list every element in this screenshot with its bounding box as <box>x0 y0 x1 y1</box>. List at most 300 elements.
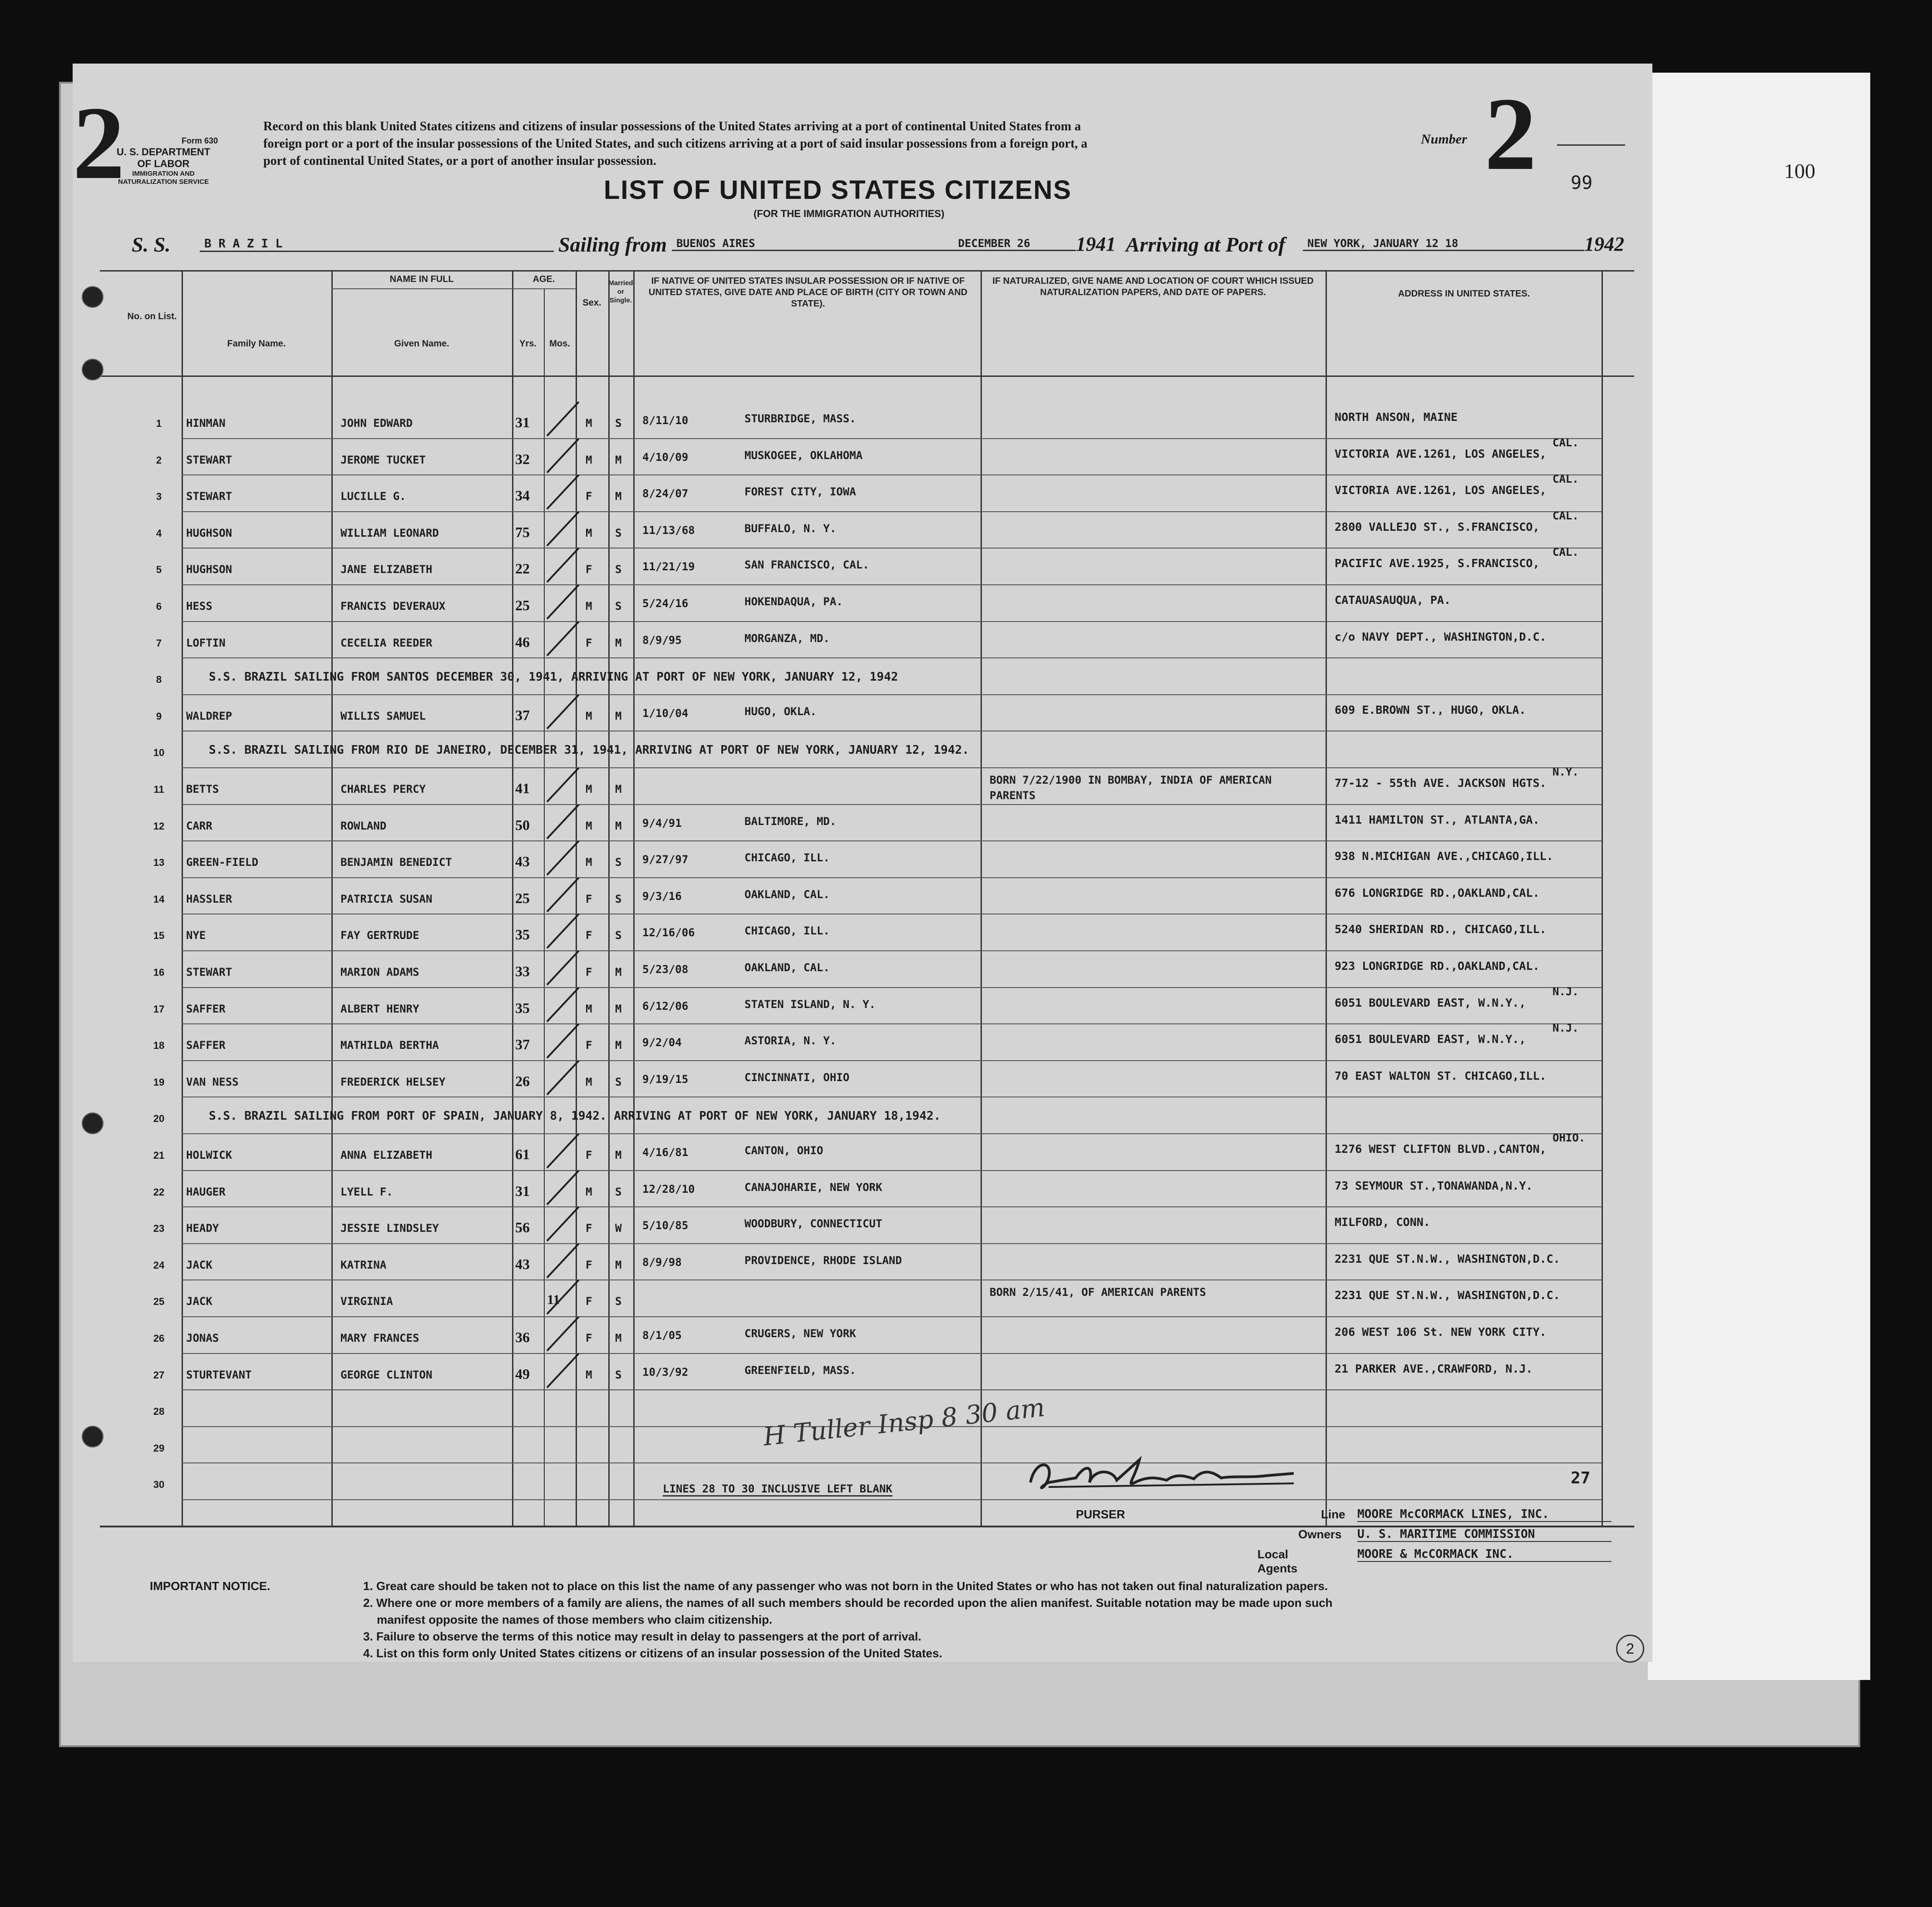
family-name: HUGHSON <box>186 526 232 539</box>
table-row <box>100 1131 1634 1173</box>
agents-label: Local Agents <box>1257 1547 1298 1575</box>
table-row <box>100 509 1634 551</box>
birth-place: STATEN ISLAND, N. Y. <box>744 998 876 1011</box>
notice-item: manifest opposite the names of those members who claim citizenship. <box>377 1612 773 1626</box>
given-name: PATRICIA SUSAN <box>340 892 433 905</box>
row-number: 13 <box>153 857 165 869</box>
separator-row <box>100 1099 1634 1136</box>
row-number: 1 <box>156 418 162 429</box>
given-name: FRANCIS DEVERAUX <box>340 600 446 613</box>
age-years: 32 <box>515 450 530 467</box>
col-header-yrs: Yrs. <box>519 339 537 349</box>
adjacent-page-number: 100 <box>1784 159 1815 183</box>
address: 206 WEST 106 St. NEW YORK CITY. <box>1335 1325 1547 1339</box>
owners-label: Owners <box>1298 1527 1342 1541</box>
row-number: 11 <box>153 784 164 795</box>
birth-date: 8/11/10 <box>642 414 689 427</box>
arriving-label: Arriving at Port of <box>1126 233 1286 256</box>
birth-date: 9/2/04 <box>642 1036 682 1049</box>
row-number: 14 <box>153 893 165 905</box>
table-row <box>100 1246 1634 1283</box>
punch-hole <box>82 1426 104 1448</box>
passenger-count: 27 <box>1571 1469 1591 1487</box>
birth-date: 11/21/19 <box>642 560 695 573</box>
age-years: 31 <box>515 1182 530 1199</box>
check-mark-icon <box>542 692 583 733</box>
page-title: LIST OF UNITED STATES CITIZENS <box>604 175 1072 205</box>
family-name: HASSLER <box>186 892 232 905</box>
sailing-port: BUENOS AIRES <box>672 237 917 251</box>
family-name: JACK <box>186 1258 212 1271</box>
birth-place: CRUGERS, NEW YORK <box>744 1327 856 1340</box>
row-number: 7 <box>156 637 162 649</box>
check-mark-icon <box>542 473 583 514</box>
given-name: LUCILLE G. <box>340 490 406 503</box>
check-mark-icon <box>542 509 583 550</box>
line-label: Line <box>1321 1507 1346 1521</box>
birth-date: 4/10/09 <box>642 450 689 464</box>
age-years: 35 <box>515 926 530 943</box>
purser-signature <box>1021 1451 1312 1505</box>
given-name: CHARLES PERCY <box>340 783 426 795</box>
family-name: HOLWICK <box>186 1149 232 1161</box>
marital-status: M <box>615 453 622 466</box>
age-years: 37 <box>515 706 530 723</box>
notice-item: 3. Failure to observe the terms of this notice may result in delay to passengers at the port of arrival. <box>363 1629 922 1643</box>
sex: F <box>586 636 592 649</box>
row-number: 25 <box>153 1296 165 1308</box>
family-name: HESS <box>186 600 212 613</box>
given-name: CECELIA REEDER <box>340 636 433 649</box>
sex: F <box>586 966 592 978</box>
marital-status: S <box>615 929 622 942</box>
sex: M <box>586 1002 592 1015</box>
row-number: 2 <box>156 454 162 466</box>
sex: M <box>586 856 592 869</box>
table-row <box>100 843 1634 880</box>
list-number: 2 <box>1484 76 1537 192</box>
check-mark-icon <box>542 546 583 587</box>
row-number: 27 <box>153 1369 165 1381</box>
notice-heading: IMPORTANT NOTICE. <box>150 1579 271 1593</box>
address: 609 E.BROWN ST., HUGO, OKLA. <box>1335 703 1526 716</box>
punch-hole <box>82 1112 104 1134</box>
sailing-year: 1941 <box>1076 233 1116 255</box>
birth-place: MUSKOGEE, OKLAHOMA <box>744 449 863 462</box>
table-row <box>100 985 1634 1027</box>
given-name: LYELL F. <box>340 1185 393 1198</box>
marital-status: S <box>615 526 622 539</box>
table-row <box>100 1063 1634 1100</box>
marital-status: S <box>615 856 622 869</box>
family-name: SAFFER <box>186 1039 226 1052</box>
blank-lines-note: LINES 28 TO 30 INCLUSIVE LEFT BLANK <box>663 1482 892 1497</box>
marital-status: M <box>615 490 622 503</box>
form-big-number: 2 <box>73 85 125 201</box>
given-name: MARION ADAMS <box>340 966 419 978</box>
birth-place: STURBRIDGE, MASS. <box>744 412 856 425</box>
check-mark-icon <box>542 1351 583 1392</box>
table-row <box>100 546 1634 587</box>
record-line-2: foreign port or a port of the insular possessions of the United States, and such citizens arriving at a port of said insular possessions from a foreign port, a <box>263 136 1088 151</box>
ship-name: B R A Z I L <box>200 237 554 252</box>
voyage-line <box>132 232 1630 264</box>
given-name: GEORGE CLINTON <box>340 1368 433 1381</box>
row-number: 20 <box>153 1113 165 1125</box>
marital-status: S <box>615 417 622 430</box>
marital-status: S <box>615 1295 622 1308</box>
row-number: 15 <box>153 930 165 942</box>
record-line-1: Record on this blank United States citizens and citizens of insular possessions of the United States arriving at a port of continental United States from a <box>263 119 1081 133</box>
family-name: WALDREP <box>186 709 232 722</box>
age-years: 41 <box>515 780 530 796</box>
table-row <box>100 807 1634 844</box>
address: 1276 WEST CLIFTON BLVD.,CANTON, <box>1335 1142 1547 1156</box>
given-name: JOHN EDWARD <box>340 417 413 430</box>
check-mark-icon <box>542 1058 583 1099</box>
row-number: 9 <box>156 710 162 722</box>
given-name: WILLIAM LEONARD <box>340 526 439 539</box>
sex: M <box>586 709 592 722</box>
sex: F <box>586 892 592 905</box>
birth-date: 10/3/92 <box>642 1365 689 1378</box>
sex: M <box>586 600 592 613</box>
col-header-family: Family Name. <box>227 339 286 349</box>
birth-place: CHICAGO, ILL. <box>744 851 830 865</box>
age-years: 61 <box>515 1146 530 1162</box>
manifest-sheet <box>73 64 1652 1662</box>
birth-place: ASTORIA, N. Y. <box>744 1034 837 1047</box>
address: 2800 VALLEJO ST., S.FRANCISCO, <box>1335 520 1540 534</box>
row-number: 29 <box>153 1442 165 1454</box>
address: 21 PARKER AVE.,CRAWFORD, N.J. <box>1335 1362 1533 1375</box>
birth-place: HOKENDAQUA, PA. <box>744 595 843 608</box>
ss-label: S. S. <box>132 233 171 256</box>
col-header-married: Married or Single. <box>608 279 633 304</box>
sailing-label: Sailing from <box>558 233 667 256</box>
check-mark-icon <box>542 875 583 916</box>
birth-place: GREENFIELD, MASS. <box>744 1364 856 1377</box>
sex: F <box>586 1332 592 1344</box>
given-name: VIRGINIA <box>340 1295 393 1308</box>
marital-status: M <box>615 636 622 649</box>
address-state: N.J. <box>1552 985 1579 998</box>
birth-date: 5/24/16 <box>642 597 689 610</box>
marital-status: S <box>615 1185 622 1198</box>
birth-date: 12/28/10 <box>642 1182 695 1196</box>
age-years: 25 <box>515 597 530 613</box>
given-name: ANNA ELIZABETH <box>340 1149 433 1161</box>
table-row <box>100 473 1634 514</box>
age-years: 35 <box>515 999 530 1016</box>
address: 1411 HAMILTON ST., ATLANTA,GA. <box>1335 813 1540 826</box>
address: 6051 BOULEVARD EAST, W.N.Y., <box>1335 1033 1526 1046</box>
check-mark-icon <box>542 583 583 623</box>
marital-status: S <box>615 600 622 613</box>
age-years: 31 <box>515 414 530 430</box>
table-row <box>100 1022 1634 1063</box>
address-state: CAL. <box>1552 473 1579 486</box>
row-number: 6 <box>156 601 162 612</box>
birth-date: 8/1/05 <box>642 1329 682 1342</box>
check-mark-icon <box>542 1205 583 1245</box>
col-header-age: AGE. <box>532 274 555 284</box>
adjacent-page <box>1648 73 1870 1680</box>
row-number: 19 <box>153 1076 165 1088</box>
owners-value: U. S. MARITIME COMMISSION <box>1357 1527 1612 1542</box>
age-years: 50 <box>515 816 530 833</box>
row-number: 26 <box>153 1333 165 1344</box>
notice-items <box>363 1578 1634 1662</box>
naturalization-note: BORN 7/22/1900 IN BOMBAY, INDIA OF AMERICAN PARENTS <box>990 774 1272 802</box>
sex: M <box>586 1185 592 1198</box>
sex: M <box>586 1075 592 1088</box>
family-name: STEWART <box>186 966 232 978</box>
row-number: 28 <box>153 1406 165 1418</box>
given-name: JANE ELIZABETH <box>340 563 433 576</box>
birth-place: WOODBURY, CONNECTICUT <box>744 1217 882 1230</box>
punch-hole <box>82 359 104 380</box>
birth-date: 8/9/95 <box>642 633 682 647</box>
address: 5240 SHERIDAN RD., CHICAGO,ILL. <box>1335 923 1547 936</box>
col-header-no: No. on List. <box>127 311 177 321</box>
family-name: BETTS <box>186 783 219 795</box>
separator-row <box>100 733 1634 770</box>
address: 676 LONGRIDGE RD.,OAKLAND,CAL. <box>1335 886 1540 899</box>
record-line-3: port of continental United States, or a port of another insular possession. <box>263 153 656 168</box>
age-years: 49 <box>515 1365 530 1382</box>
table-row <box>100 697 1634 734</box>
birth-place: CANAJOHARIE, NEW YORK <box>744 1181 882 1194</box>
age-years: 22 <box>515 560 530 577</box>
birth-date: 11/13/68 <box>642 524 695 537</box>
service-name: IMMIGRATION AND NATURALIZATION SERVICE <box>118 170 209 186</box>
manifest-table <box>100 270 1634 1528</box>
table-row <box>100 436 1634 478</box>
notice-item: 4. List on this form only United States citizens or citizens of an insular possession of the United States. <box>363 1646 942 1660</box>
address: 77-12 - 55th AVE. JACKSON HGTS. <box>1335 776 1547 790</box>
table-row <box>100 1319 1634 1356</box>
given-name: WILLIS SAMUEL <box>340 709 426 722</box>
col-header-address: ADDRESS IN UNITED STATES. <box>1398 289 1530 299</box>
marital-status: M <box>615 1332 622 1344</box>
age-years: 34 <box>515 487 530 504</box>
address: 923 LONGRIDGE RD.,OAKLAND,CAL. <box>1335 959 1540 973</box>
address-state: N.Y. <box>1552 766 1579 778</box>
marital-status: M <box>615 819 622 832</box>
age-years: 33 <box>515 963 530 979</box>
row-number: 16 <box>153 967 165 978</box>
sex: F <box>586 1258 592 1271</box>
arriving-port: NEW YORK, JANUARY 12 18 <box>1303 237 1584 251</box>
family-name: HAUGER <box>186 1185 226 1198</box>
check-mark-icon <box>542 985 583 1026</box>
address: 73 SEYMOUR ST.,TONAWANDA,N.Y. <box>1335 1179 1533 1192</box>
purser-label: PURSER <box>1076 1507 1125 1521</box>
sex: M <box>586 819 592 832</box>
marital-status: M <box>615 1002 622 1015</box>
marital-status: S <box>615 563 622 576</box>
sex: F <box>586 563 592 576</box>
col-header-given: Given Name. <box>394 339 449 349</box>
birth-date: 8/9/98 <box>642 1255 682 1269</box>
address-state: CAL. <box>1552 436 1579 449</box>
col-header-birth: IF NATIVE OF UNITED STATES INSULAR POSSESSION OR IF NATIVE OF UNITED STATES, GIVE DATE AND PLACE OF BIRTH (CITY OR TOWN AND STATE). <box>648 276 968 309</box>
birth-place: CHICAGO, ILL. <box>744 924 830 938</box>
row-number: 17 <box>153 1003 165 1015</box>
arriving-year: 1942 <box>1584 233 1624 255</box>
number-label: Number <box>1421 132 1467 147</box>
address: c/o NAVY DEPT., WASHINGTON,D.C. <box>1335 630 1547 643</box>
address: VICTORIA AVE.1261, LOS ANGELES, <box>1335 447 1547 460</box>
address: 2231 QUE ST.N.W., WASHINGTON,D.C. <box>1335 1289 1560 1302</box>
row-number: 22 <box>153 1186 165 1198</box>
age-years: 43 <box>515 1255 530 1272</box>
row-number: 5 <box>156 564 162 576</box>
row-number: 30 <box>153 1479 165 1491</box>
age-years: 46 <box>515 633 530 650</box>
row-number: 4 <box>156 527 162 539</box>
col-header-sex: Sex. <box>582 298 601 308</box>
marital-status: M <box>615 783 622 795</box>
address: 938 N.MICHIGAN AVE.,CHICAGO,ILL. <box>1335 850 1553 863</box>
check-mark-icon <box>542 1241 583 1282</box>
sex: F <box>586 490 592 503</box>
address: 6051 BOULEVARD EAST, W.N.Y., <box>1335 996 1526 1009</box>
given-name: MARY FRANCES <box>340 1332 419 1344</box>
line-value: MOORE McCORMACK LINES, INC. <box>1357 1507 1612 1522</box>
family-name: VAN NESS <box>186 1075 239 1088</box>
age-years: 56 <box>515 1219 530 1236</box>
sex: M <box>586 526 592 539</box>
separator-text: S.S. BRAZIL SAILING FROM PORT OF SPAIN, JANUARY 8, 1942. ARRIVING AT PORT OF NEW YORK, JANUARY 18,1942. <box>209 1109 941 1123</box>
inspector-note: H Tuller Insp 8 30 am <box>762 1393 1046 1452</box>
marital-status: M <box>615 1149 622 1161</box>
birth-date: 4/16/81 <box>642 1146 689 1159</box>
age-years: 75 <box>515 524 530 540</box>
table-row <box>100 1173 1634 1210</box>
given-name: KATRINA <box>340 1258 387 1271</box>
row-number: 10 <box>153 747 165 759</box>
row-number: 23 <box>153 1223 165 1235</box>
page-subtitle: (FOR THE IMMIGRATION AUTHORITIES) <box>754 208 945 219</box>
family-name: SAFFER <box>186 1002 226 1015</box>
notice-item: 1. Great care should be taken not to place on this list the name of any passenger who was not born in the United States or who has not taken out final naturalization papers. <box>363 1579 1328 1593</box>
table-row <box>100 953 1634 990</box>
col-header-mos: Mos. <box>549 339 570 349</box>
marital-status: S <box>615 892 622 905</box>
marital-status: W <box>615 1222 622 1235</box>
birth-date: 6/12/06 <box>642 999 689 1013</box>
check-mark-icon <box>542 436 583 477</box>
given-name: FAY GERTRUDE <box>340 929 419 942</box>
sex: F <box>586 929 592 942</box>
naturalization-note: BORN 2/15/41, OF AMERICAN PARENTS <box>990 1286 1206 1299</box>
birth-date: 9/19/15 <box>642 1072 689 1086</box>
family-name: NYE <box>186 929 206 942</box>
given-name: JEROME TUCKET <box>340 453 426 466</box>
table-row <box>100 766 1634 807</box>
check-mark-icon <box>542 1022 583 1062</box>
department-name: U. S. DEPARTMENT OF LABOR <box>116 146 211 169</box>
given-name: ROWLAND <box>340 819 387 832</box>
family-name: STEWART <box>186 453 232 466</box>
address-state: CAL. <box>1552 509 1579 522</box>
table-row <box>100 404 1634 441</box>
check-mark-icon <box>542 766 583 806</box>
family-name: GREEN-FIELD <box>186 856 258 869</box>
separator-row <box>100 660 1634 697</box>
number-underline <box>1557 144 1625 146</box>
birth-place: PROVIDENCE, RHODE ISLAND <box>744 1254 902 1267</box>
birth-place: BALTIMORE, MD. <box>744 815 837 828</box>
birth-place: BUFFALO, N. Y. <box>744 522 837 535</box>
birth-place: SAN FRANCISCO, CAL. <box>744 558 869 572</box>
given-name: JESSIE LINDSLEY <box>340 1222 439 1235</box>
table-row <box>100 916 1634 953</box>
birth-date: 1/10/04 <box>642 706 689 720</box>
row-number: 8 <box>156 674 162 686</box>
address: NORTH ANSON, MAINE <box>1335 410 1458 424</box>
marital-status: M <box>615 1258 622 1271</box>
table-row <box>100 1209 1634 1246</box>
check-mark-icon <box>542 1314 583 1355</box>
family-name: STEWART <box>186 490 232 503</box>
address: 70 EAST WALTON ST. CHICAGO,ILL. <box>1335 1069 1547 1082</box>
row-number: 24 <box>153 1259 165 1271</box>
col-header-naturalized: IF NATURALIZED, GIVE NAME AND LOCATION OF COURT WHICH ISSUED NATURALIZATION PAPERS, AND DATE OF PAPERS. <box>992 276 1314 297</box>
given-name: ALBERT HENRY <box>340 1002 419 1015</box>
check-mark-icon <box>542 619 583 660</box>
birth-place: HUGO, OKLA. <box>744 705 817 718</box>
marital-status: S <box>615 1075 622 1088</box>
birth-place: OAKLAND, CAL. <box>744 888 830 901</box>
birth-date: 8/24/07 <box>642 487 689 500</box>
family-name: LOFTIN <box>186 636 226 649</box>
check-mark-icon <box>542 839 583 879</box>
address: MILFORD, CONN. <box>1335 1215 1430 1229</box>
family-name: HEADY <box>186 1222 219 1235</box>
sex: M <box>586 783 592 795</box>
birth-place: MORGANZA, MD. <box>744 632 830 645</box>
sex: F <box>586 1039 592 1052</box>
table-row <box>100 624 1634 661</box>
family-name: JACK <box>186 1295 212 1308</box>
marital-status: M <box>615 709 622 722</box>
check-mark-icon <box>542 1278 583 1319</box>
table-row <box>100 1356 1634 1393</box>
address-state: OHIO. <box>1552 1131 1586 1144</box>
punch-hole <box>82 286 104 308</box>
family-name: HINMAN <box>186 417 226 430</box>
birth-date: 9/4/91 <box>642 816 682 830</box>
address: VICTORIA AVE.1261, LOS ANGELES, <box>1335 484 1547 497</box>
family-name: JONAS <box>186 1332 219 1344</box>
address: CATAUASAUQUA, PA. <box>1335 593 1451 607</box>
address: 2231 QUE ST.N.W., WASHINGTON,D.C. <box>1335 1252 1560 1265</box>
row-number: 18 <box>153 1040 165 1052</box>
age-months: 11 <box>547 1292 560 1308</box>
birth-date: 5/23/08 <box>642 963 689 976</box>
birth-place: CANTON, OHIO <box>744 1144 823 1157</box>
check-mark-icon <box>542 1168 583 1209</box>
form-number: Form 630 <box>181 136 218 145</box>
separator-text: S.S. BRAZIL SAILING FROM SANTOS DECEMBER 30, 1941, ARRIVING AT PORT OF NEW YORK, JANUARY 12, 1942 <box>209 670 898 684</box>
separator-text: S.S. BRAZIL SAILING FROM RIO DE JANEIRO, DECEMBER 31, 1941, ARRIVING AT PORT OF NEW YORK, JANUARY 12, 1942. <box>209 743 969 757</box>
record-instructions <box>263 118 1444 169</box>
agents-value: MOORE & McCORMACK INC. <box>1357 1547 1612 1562</box>
circled-number: 2 <box>1616 1635 1644 1663</box>
